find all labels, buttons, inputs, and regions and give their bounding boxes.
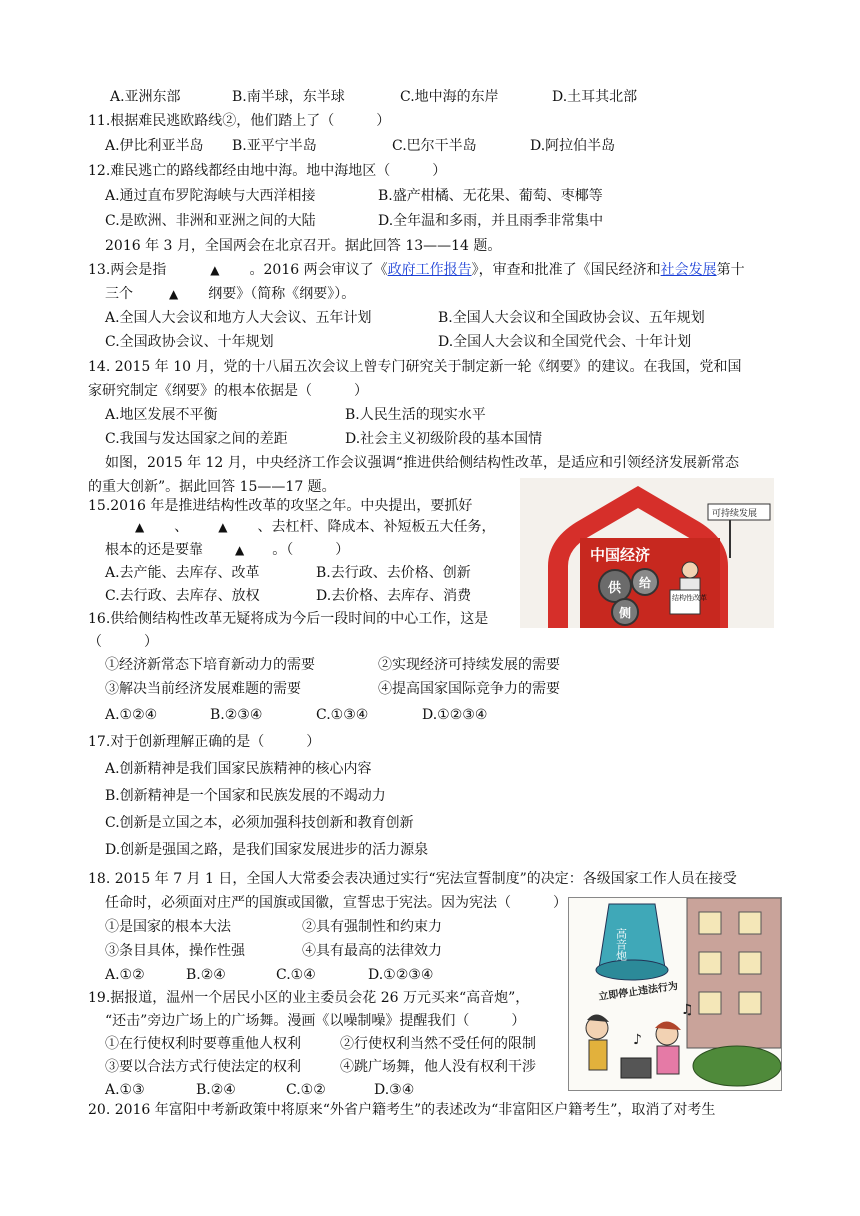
q13-option-b: B.全国人大会议和全国政协会议、五年规划 bbox=[438, 310, 705, 326]
q15-sep1: 、 bbox=[174, 519, 189, 535]
q15-option-c: C.去行政、去库存、放权 bbox=[105, 588, 260, 604]
q11-stem: 11.根据难民逃欧路线②，他们踏上了（ ） bbox=[88, 113, 391, 129]
q19-option-1: ①在行使权利时要尊重他人权利 bbox=[105, 1036, 301, 1052]
q17-option-b: B.创新精神是一个国家和民族发展的不竭动力 bbox=[105, 788, 386, 804]
link-social-development[interactable]: 社会发展 bbox=[660, 262, 717, 278]
q15-option-a: A.去产能、去库存、改革 bbox=[105, 565, 260, 581]
q10-option-d: D.土耳其北部 bbox=[552, 89, 638, 105]
q17-option-d: D.创新是强国之路，是我们国家发展进步的活力源泉 bbox=[105, 842, 429, 858]
q18-option-3: ③条目具体，操作性强 bbox=[105, 943, 245, 959]
q19-choice-a: A.①③ bbox=[105, 1082, 145, 1098]
q15-stem-line1: 15.2016 年是推进结构性改革的攻坚之年。中央提出，要抓好 bbox=[88, 498, 473, 514]
q18-option-2: ②具有强制性和约束力 bbox=[302, 919, 442, 935]
q19-stem-line1: 19.据报道，温州一个居民小区的业主委员会花 26 万元买来“高音炮”， bbox=[88, 990, 530, 1006]
q12-option-a: A.通过直布罗陀海峡与大西洋相接 bbox=[105, 188, 316, 204]
q16-option-3: ③解决当前经济发展难题的需要 bbox=[105, 681, 301, 697]
q18-option-1: ①是国家的根本大法 bbox=[105, 919, 231, 935]
q13-stem-part1: 13.两会是指 bbox=[88, 262, 167, 278]
q13-option-a: A.全国人大会议和地方人大会议、五年计划 bbox=[105, 310, 372, 326]
q18-option-4: ④具有最高的法律效力 bbox=[302, 943, 442, 959]
q13-stem-line2a: 三个 bbox=[105, 286, 133, 302]
q16-choice-b: B.②③④ bbox=[210, 707, 263, 723]
q12-stem: 12.难民逃亡的路线都经由地中海。地中海地区（ ） bbox=[88, 163, 447, 179]
q13-option-c: C.全国政协会议、十年规划 bbox=[105, 334, 274, 350]
q16-choice-a: A.①②④ bbox=[105, 707, 158, 723]
q19-choice-b: B.②④ bbox=[196, 1082, 236, 1098]
q19-choice-d: D.③④ bbox=[374, 1082, 415, 1098]
figure-china-economy bbox=[520, 478, 774, 628]
q16-option-1: ①经济新常态下培育新动力的需要 bbox=[105, 657, 315, 673]
figure1-gear3: 侧 bbox=[619, 606, 632, 620]
link-government-work-report[interactable]: 政府工作报告 bbox=[387, 262, 472, 278]
intro-13-14: 2016 年 3 月，全国两会在北京召开。据此回答 13——14 题。 bbox=[105, 238, 502, 254]
q18-stem-line1: 18. 2015 年 7 月 1 日，全国人大常委会表决通过实行“宪法宣誓制度”的决定：各级国家工作人员在接受 bbox=[88, 871, 737, 887]
q20-stem-line1: 20. 2016 年富阳中考新政策中将原来“外省户籍考生”的表述改为“非富阳区户籍考生”，取消了对考生 bbox=[88, 1102, 716, 1118]
intro-15-17-line1: 如图，2015 年 12 月，中央经济工作会议强调“推进供给侧结构性改革，是适应和引领经济发展新常态 bbox=[105, 455, 739, 471]
q16-option-4: ④提高国家国际竞争力的需要 bbox=[378, 681, 560, 697]
q13-stem-part3: 》，审查和批准了《国民经济和 bbox=[471, 262, 661, 278]
q18-choice-a: A.①② bbox=[105, 967, 145, 983]
q16-stem-line1: 16.供给侧结构性改革无疑将成为今后一段时间的中心工作，这是 bbox=[88, 611, 489, 627]
q13-stem-part2: 。2016 两会审议了《 bbox=[249, 262, 388, 278]
q16-stem-line2: （ ） bbox=[88, 634, 158, 650]
music-note-icon: ♫ bbox=[681, 1002, 694, 1018]
q13-stem-line2b: 纲要》（简称《纲要》）。 bbox=[208, 286, 356, 302]
blank-marker: ▲ bbox=[210, 263, 220, 277]
q15-stem-line2 bbox=[105, 518, 495, 536]
q18-choice-d: D.①②③④ bbox=[368, 967, 434, 983]
figure2-banner: 立即停止违法行为 bbox=[597, 980, 679, 1003]
blank-marker: ▲ bbox=[235, 543, 245, 557]
q10-option-c: C.地中海的东岸 bbox=[400, 89, 499, 105]
q12-option-c: C.是欧洲、非洲和亚洲之间的大陆 bbox=[105, 213, 316, 229]
q12-option-b: B.盛产柑橘、无花果、葡萄、枣椰等 bbox=[378, 188, 603, 204]
q14-stem-line2: 家研究制定《纲要》的根本依据是（ ） bbox=[88, 383, 368, 399]
q15-sep2: 、去杠杆、降成本、补短板五大任务， bbox=[257, 519, 496, 535]
intro-15-17-line2: 的重大创新”。据此回答 15——17 题。 bbox=[88, 479, 336, 495]
q19-option-4: ④跳广场舞，他人没有权利干涉 bbox=[340, 1059, 536, 1075]
figure1-box-label: 结构性改革 bbox=[672, 594, 707, 602]
q14-option-b: B.人民生活的现实水平 bbox=[345, 407, 486, 423]
q14-option-d: D.社会主义初级阶段的基本国情 bbox=[345, 431, 543, 447]
q12-option-d: D.全年温和多雨，并且雨季非常集中 bbox=[378, 213, 604, 229]
q14-option-a: A.地区发展不平衡 bbox=[105, 407, 218, 423]
figure-noise-cartoon bbox=[568, 897, 782, 1091]
q13-stem-line1 bbox=[88, 261, 745, 279]
q19-stem-line2: “还击”旁边广场上的广场舞。漫画《以噪制噪》提醒我们（ ） bbox=[105, 1013, 526, 1029]
q17-option-c: C.创新是立国之本，必须加强科技创新和教育创新 bbox=[105, 815, 414, 831]
figure1-title: 中国经济 bbox=[590, 546, 651, 564]
q11-option-b: B.亚平宁半岛 bbox=[232, 138, 317, 154]
q15-stem-line3b: 。（ ） bbox=[272, 542, 350, 558]
music-note-icon: ♪ bbox=[633, 1032, 642, 1048]
q11-option-a: A.伊比利亚半岛 bbox=[105, 138, 204, 154]
q14-stem-line1: 14. 2015 年 10 月，党的十八届五次会议上曾专门研究关于制定新一轮《纲要》的建议。在我国，党和国 bbox=[88, 359, 742, 375]
q17-option-a: A.创新精神是我们国家民族精神的核心内容 bbox=[105, 761, 372, 777]
q10-option-a: A.亚洲东部 bbox=[110, 89, 181, 105]
blank-marker: ▲ bbox=[169, 287, 179, 301]
q10-option-b: B.南半球，东半球 bbox=[232, 89, 345, 105]
q15-option-d: D.去价格、去库存、消费 bbox=[316, 588, 472, 604]
q15-stem-line3a: 根本的还是要靠 bbox=[105, 542, 203, 558]
q16-choice-c: C.①③④ bbox=[316, 707, 369, 723]
q11-option-d: D.阿拉伯半岛 bbox=[530, 138, 616, 154]
q18-choice-b: B.②④ bbox=[186, 967, 226, 983]
figure2-cannon-label: 高音炮 bbox=[614, 928, 628, 961]
q15-option-b: B.去行政、去价格、创新 bbox=[316, 565, 471, 581]
blank-marker: ▲ bbox=[135, 520, 145, 534]
q19-option-3: ③要以合法方式行使法定的权利 bbox=[105, 1059, 301, 1075]
q18-stem-line2: 任命时，必须面对庄严的国旗或国徽，宣誓忠于宪法。因为宪法（ ） bbox=[105, 895, 567, 911]
figure1-gear1: 供 bbox=[608, 581, 622, 596]
q14-option-c: C.我国与发达国家之间的差距 bbox=[105, 431, 288, 447]
blank-marker: ▲ bbox=[218, 520, 228, 534]
q13-stem-line2 bbox=[105, 285, 355, 303]
q16-choice-d: D.①②③④ bbox=[422, 707, 488, 723]
q13-option-d: D.全国人大会议和全国党代会、十年计划 bbox=[438, 334, 692, 350]
q11-option-c: C.巴尔干半岛 bbox=[392, 138, 477, 154]
q19-choice-c: C.①② bbox=[286, 1082, 326, 1098]
q15-stem-line3 bbox=[105, 541, 349, 559]
q16-option-2: ②实现经济可持续发展的需要 bbox=[378, 657, 560, 673]
noise-cartoon-illustration bbox=[569, 898, 781, 1090]
q19-option-2: ②行使权利当然不受任何的限制 bbox=[340, 1036, 536, 1052]
figure1-sign: 可持续发展 bbox=[712, 509, 758, 519]
q13-stem-part4: 第十 bbox=[716, 262, 745, 278]
q17-stem: 17.对于创新理解正确的是（ ） bbox=[88, 734, 321, 750]
china-economy-illustration bbox=[520, 478, 774, 628]
q18-choice-c: C.①④ bbox=[276, 967, 316, 983]
figure1-gear2: 给 bbox=[639, 576, 652, 590]
